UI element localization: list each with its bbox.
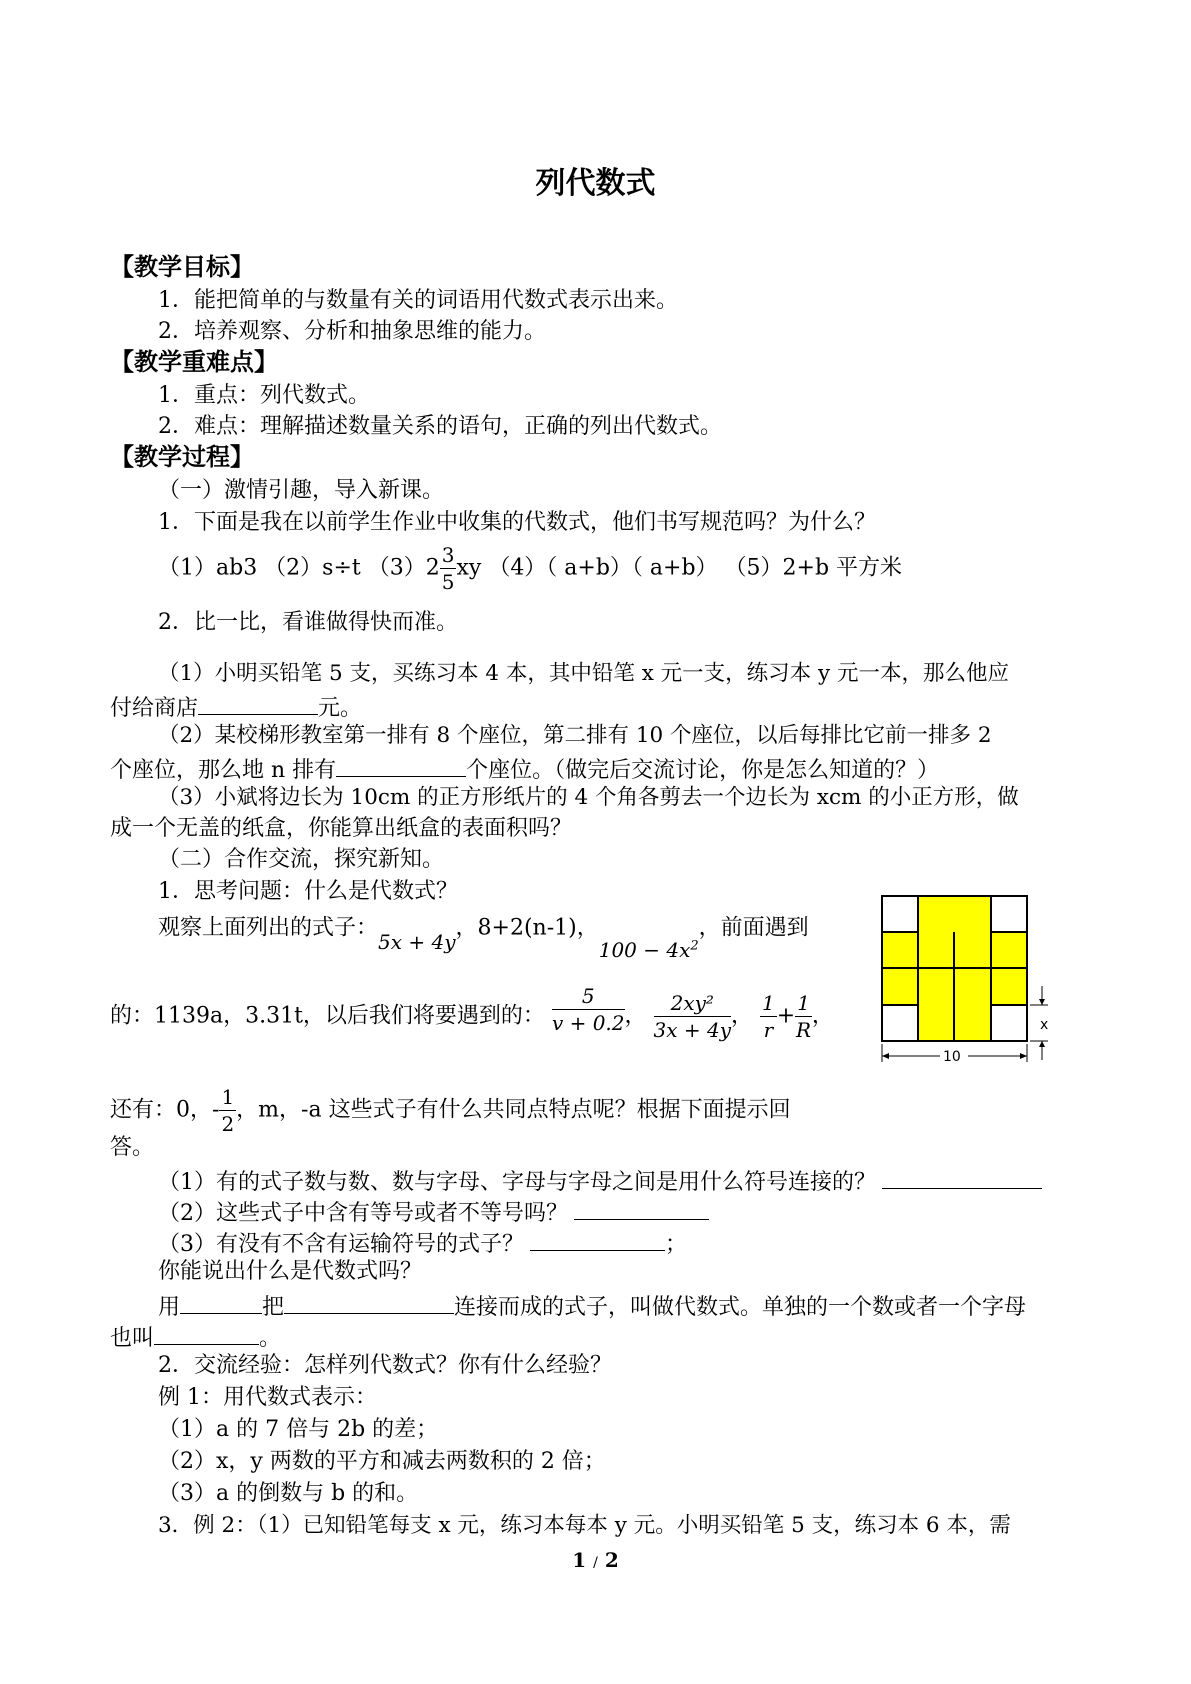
text: 把 — [262, 1295, 285, 1320]
fraction-numerator: 1 — [797, 991, 810, 1015]
fraction-denominator: 2 — [221, 1112, 235, 1136]
key-point-2: 2．难点：理解描述数量关系的语句，正确的列出代数式。 — [158, 414, 722, 439]
question-2: 2．比一比，看谁做得快而准。 — [158, 610, 458, 635]
text: 个座位。（做完后交流讨论，你是怎么知道的？） — [466, 758, 940, 783]
doc-title: 列代数式 — [535, 166, 656, 201]
dim-x-arrowhead-top — [1039, 999, 1045, 1005]
problem-2-line-1: （2）某校梯形教室第一排有 8 个座位，第二排有 10 个座位，以后每排比它前一排多 2 — [158, 723, 992, 748]
mixed-fraction — [440, 542, 457, 595]
corner-bottom-right — [991, 1005, 1027, 1041]
section-intro: （一）激情引趣，导入新课。 — [158, 478, 445, 503]
text: 。 — [259, 1326, 282, 1351]
page-separator: / — [593, 1555, 598, 1571]
page-number — [0, 1548, 1191, 1572]
square-box-diagram — [880, 894, 1060, 1064]
answer-blank[interactable] — [574, 1197, 709, 1220]
fraction-3a — [760, 990, 777, 1043]
answer-blank[interactable] — [530, 1228, 665, 1251]
example-2: 3．例 2：（1）已知铅笔每支 x 元，练习本每本 y 元。小明买铅笔 5 支，练习本 6 本，需 — [158, 1513, 1011, 1538]
fraction-numerator: 5 — [552, 983, 625, 1010]
text: 的：1139a，3.31t，以后我们将要遇到的： — [110, 1003, 545, 1029]
fraction-3b — [795, 990, 812, 1043]
definition-line-1 — [158, 1291, 1026, 1321]
current-page: 1 — [572, 1548, 587, 1572]
expression-2-base: 100 − 4x — [598, 937, 691, 962]
example-1-item-3: （3）a 的倒数与 b 的和。 — [158, 1481, 419, 1506]
items-part-a: （1）ab3 （2）s÷t （3）2 — [158, 555, 440, 581]
example-1: 例 1：用代数式表示： — [158, 1385, 377, 1410]
fraction-2 — [654, 990, 732, 1043]
dim-x-arrowhead-bottom — [1039, 1041, 1045, 1047]
example-1-item-1: （1）a 的 7 倍与 2b 的差； — [158, 1417, 439, 1442]
clue-2 — [158, 1197, 709, 1227]
dim-10-arrowhead-right — [1020, 1053, 1027, 1059]
answer-blank[interactable] — [284, 1291, 454, 1314]
expression-2 — [599, 938, 699, 962]
problem-3-line-1: （3）小斌将边长为 10cm 的正方形纸片的 4 个角各剪去一个边长为 xcm 的小正方形，做 — [158, 785, 1019, 810]
answer-blank[interactable] — [154, 1322, 259, 1345]
fraction-denominator: 5 — [441, 570, 455, 594]
text: 也叫 — [110, 1326, 155, 1351]
definition-line-2 — [110, 1322, 281, 1352]
text: ，8+2(n-1)， — [455, 915, 599, 941]
text: ，m，-a 这些式子有什么共同点特点呢？根据下面提示回 — [236, 1097, 791, 1123]
answer-blank[interactable] — [336, 754, 466, 777]
total-pages: 2 — [604, 1548, 619, 1572]
text: 观察上面列出的式子： — [158, 915, 379, 941]
met-line: 的：1139a，3.31t，以后我们将要遇到的： $\frac{5}{v + 0.2}$ ， $\frac{\text{2xy²}}{3x + 4y}$ ， $\frac{1}{r}$ + $\frac{1}{R}$ ， — [110, 984, 834, 1042]
fraction-numerator: 3 — [441, 543, 455, 567]
text: 个座位，那么地 n 排有 — [110, 758, 337, 783]
example-1-item-2: （2）x，y 两数的平方和减去两数积的 2 倍； — [158, 1449, 606, 1474]
problem-3-line-2: 成一个无盖的纸盒，你能算出纸盒的表面积吗？ — [110, 816, 573, 841]
text: ，前面遇到 — [698, 915, 809, 941]
fraction-numerator: 2xy² — [654, 990, 732, 1017]
corner-bottom-left — [882, 1005, 918, 1041]
answer-blank[interactable] — [198, 692, 318, 715]
goal-2: 2．培养观察、分析和抽象思维的能力。 — [158, 319, 546, 344]
text: 付给商店 — [110, 696, 199, 721]
text: 元。 — [318, 696, 363, 721]
definition-question: 你能说出什么是代数式吗？ — [158, 1259, 423, 1284]
fraction-denominator: v + 0.2 — [551, 1011, 625, 1035]
text: （2）这些式子中含有等号或者不等号吗？ — [158, 1201, 568, 1226]
problem-1-line-2 — [110, 692, 362, 722]
heading-key-points: 【教学重难点】 — [110, 348, 278, 376]
section-cooperation: （二）合作交流，探究新知。 — [158, 847, 445, 872]
items-part-b: xy （4）（ a+b）（ a+b） （5）2+b 平方米 — [456, 555, 903, 581]
fraction-denominator: R — [796, 1018, 812, 1042]
goal-1: 1．能把简单的与数量有关的词语用代数式表示出来。 — [158, 288, 678, 313]
dim-10-arrowhead-left — [882, 1053, 889, 1059]
clue-1 — [158, 1166, 1042, 1196]
fraction-half — [219, 1084, 236, 1137]
fraction-numerator: 1 — [762, 991, 775, 1015]
clue-3 — [158, 1228, 687, 1258]
corner-top-left — [882, 896, 918, 932]
think-question: 1．思考问题：什么是代数式？ — [158, 879, 458, 904]
corner-top-right — [991, 896, 1027, 932]
expression-2-exponent: 2 — [690, 938, 699, 953]
label-10: 10 — [943, 1049, 961, 1064]
fraction-numerator: 1 — [221, 1085, 235, 1109]
text: 连接而成的式子，叫做代数式。单独的一个数或者一个字母 — [454, 1295, 1027, 1320]
heading-process: 【教学过程】 — [110, 443, 254, 471]
fraction-denominator: r — [763, 1018, 774, 1042]
question-1: 1．下面是我在以前学生作业中收集的代数式，他们书写规范吗？为什么？ — [158, 510, 876, 535]
fraction-denominator: 3x + 4y — [653, 1018, 732, 1042]
fraction-1 — [552, 983, 625, 1036]
answer-blank[interactable] — [180, 1291, 262, 1314]
question-1-items — [158, 542, 902, 595]
also-line — [110, 1084, 791, 1137]
observe-line — [158, 911, 809, 962]
text: ； — [665, 1232, 688, 1257]
exchange-question: 2．交流经验：怎样列代数式？你有什么经验？ — [158, 1353, 612, 1378]
text: 还有：0，- — [110, 1097, 220, 1123]
text: 用 — [158, 1295, 181, 1320]
key-point-1: 1．重点：列代数式。 — [158, 383, 370, 408]
problem-1-line-1: （1）小明买铅笔 5 支，买练习本 4 本，其中铅笔 x 元一支，练习本 y 元一本，那么他应 — [158, 661, 1009, 686]
problem-2-line-2 — [110, 754, 939, 784]
expression-1: 5x + 4y — [378, 929, 456, 954]
label-x: x — [1040, 1017, 1049, 1033]
answer-blank[interactable] — [882, 1166, 1042, 1189]
text: （1）有的式子数与数、数与字母、字母与字母之间是用什么符号连接的？ — [158, 1170, 876, 1195]
heading-goals: 【教学目标】 — [110, 253, 254, 281]
text: （3）有没有不含有运输符号的式子？ — [158, 1232, 524, 1257]
also-line-2: 答。 — [110, 1135, 155, 1160]
